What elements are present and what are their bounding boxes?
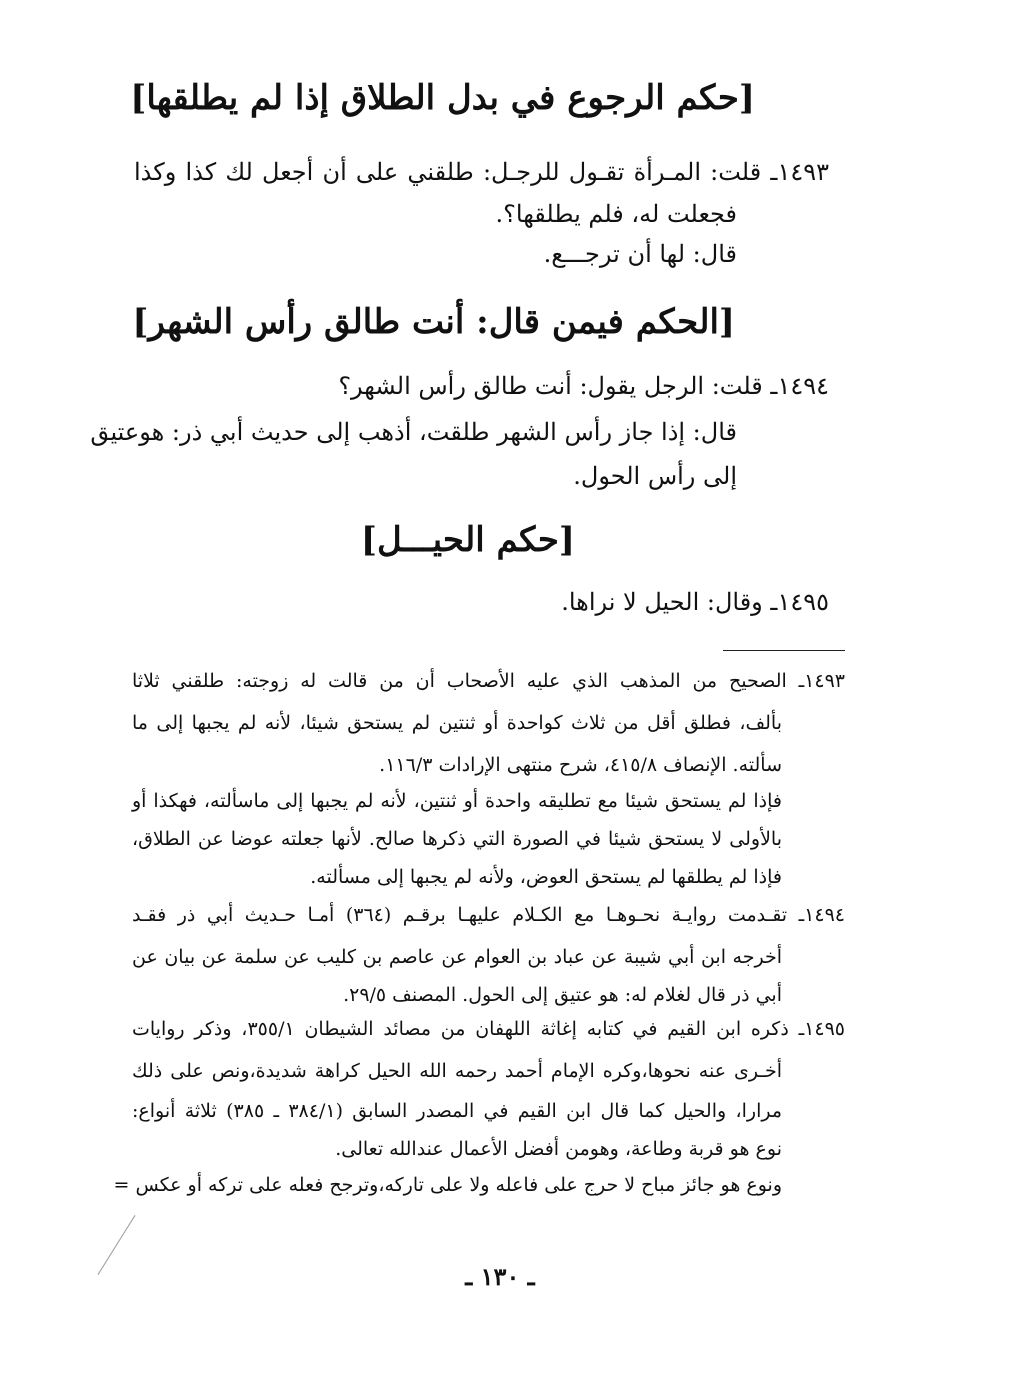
footnote-1493-line-2: بألف، فطلق أقل من ثلاث كواحدة أو ثنتين لم يستحق شيئا، لأنه لم يجبها إلى ما	[132, 712, 782, 734]
entry-1494-line-3: إلى رأس الحول.	[573, 462, 737, 490]
entry-1494-line-1: ١٤٩٤ـ قلت: الرجل يقول: أنت طالق رأس الشهر؟	[338, 372, 829, 400]
footnote-1493-line-3: سألته. الإنصاف ٤١٥/٨، شرح منتهى الإرادات ١١٦/٣.	[379, 754, 782, 776]
footnote-1494-line-3: أبي ذر قال لغلام له: هو عتيق إلى الحول. المصنف ٢٩/٥.	[343, 984, 782, 1006]
footnote-1493-line-4: فإذا لم يستحق شيئا مع تطليقه واحدة أو ثنتين، لأنه لم يجبها إلى ماسألته، فهكذا أو	[132, 790, 782, 812]
footnote-separator	[723, 650, 845, 651]
footnote-1495-line-5: ونوع هو جائز مباح لا حرج على فاعله ولا على تاركه،وترجح فعله على تركه أو عكس =	[113, 1174, 782, 1196]
footnote-1495-line-4: نوع هو قربة وطاعة، وهومن أفضل الأعمال عندالله تعالى.	[335, 1138, 782, 1160]
entry-1495-line-1: ١٤٩٥ـ وقال: الحيل لا نراها.	[561, 588, 829, 616]
margin-pencil-mark	[98, 1215, 136, 1275]
heading-divorce-start-of-month: [الحكم فيمن قال: أنت طالق رأس الشهر]	[132, 302, 735, 342]
page-number: ـ ١٣٠ ـ	[465, 1262, 535, 1291]
footnote-1495-line-3: مرارا، والحيل كما قال ابن القيم في المصدر السابق (٣٨٤/١ ـ ٣٨٥) ثلاثة أنواع:	[132, 1100, 783, 1122]
footnote-1493-line-1: ١٤٩٣ـ الصحيح من المذهب الذي عليه الأصحاب أن من قالت له زوجته: طلقني ثلاثا	[132, 670, 845, 692]
footnote-1493-line-6: فإذا لم يطلقها لم يستحق العوض، ولأنه لم يجبها إلى مسألته.	[310, 866, 782, 888]
entry-1493-line-3: قال: لها أن ترجـــع.	[543, 240, 737, 268]
heading-return-compensation: [حكم الرجوع في بدل الطلاق إذا لم يطلقها]	[130, 78, 755, 118]
heading-legal-stratagems: [حكم الحيـــل]	[360, 520, 575, 560]
entry-1494-line-2: قال: إذا جاز رأس الشهر طلقت، أذهب إلى حديث أبي ذر: هوعتيق	[90, 418, 737, 446]
footnote-1494-line-1: ١٤٩٤ـ تقـدمت روايـة نحـوهـا مع الكـلام عليهـا برقـم (٣٦٤) أمـا حـديث أبي ذر فقـد	[132, 904, 845, 926]
footnote-1494-line-2: أخرجه ابن أبي شيبة عن عباد بن العوام عن عاصم بن كليب عن سلمة عن بيان عن	[132, 946, 782, 968]
footnote-1495-line-1: ١٤٩٥ـ ذكره ابن القيم في كتابه إغاثة اللهفان من مصائد الشيطان ٣٥٥/١، وذكر روايات	[132, 1018, 845, 1040]
footnote-1495-line-2: أخـرى عنه نحوها،وكره الإمام أحمد رحمه الله الحيل كراهة شديدة،ونص على ذلك	[132, 1060, 782, 1082]
footnote-1493-line-5: بالأولى لا يستحق شيئا في الصورة التي ذكرها صالح. لأنها جعلته عوضا عن الطلاق،	[132, 828, 782, 850]
entry-1493-line-1: ١٤٩٣ـ قلت: المـرأة تقـول للرجـل: طلقني على أن أجعل لك كذا وكذا	[134, 158, 829, 186]
entry-1493-line-2: فجعلت له، فلم يطلقها؟.	[495, 200, 737, 228]
